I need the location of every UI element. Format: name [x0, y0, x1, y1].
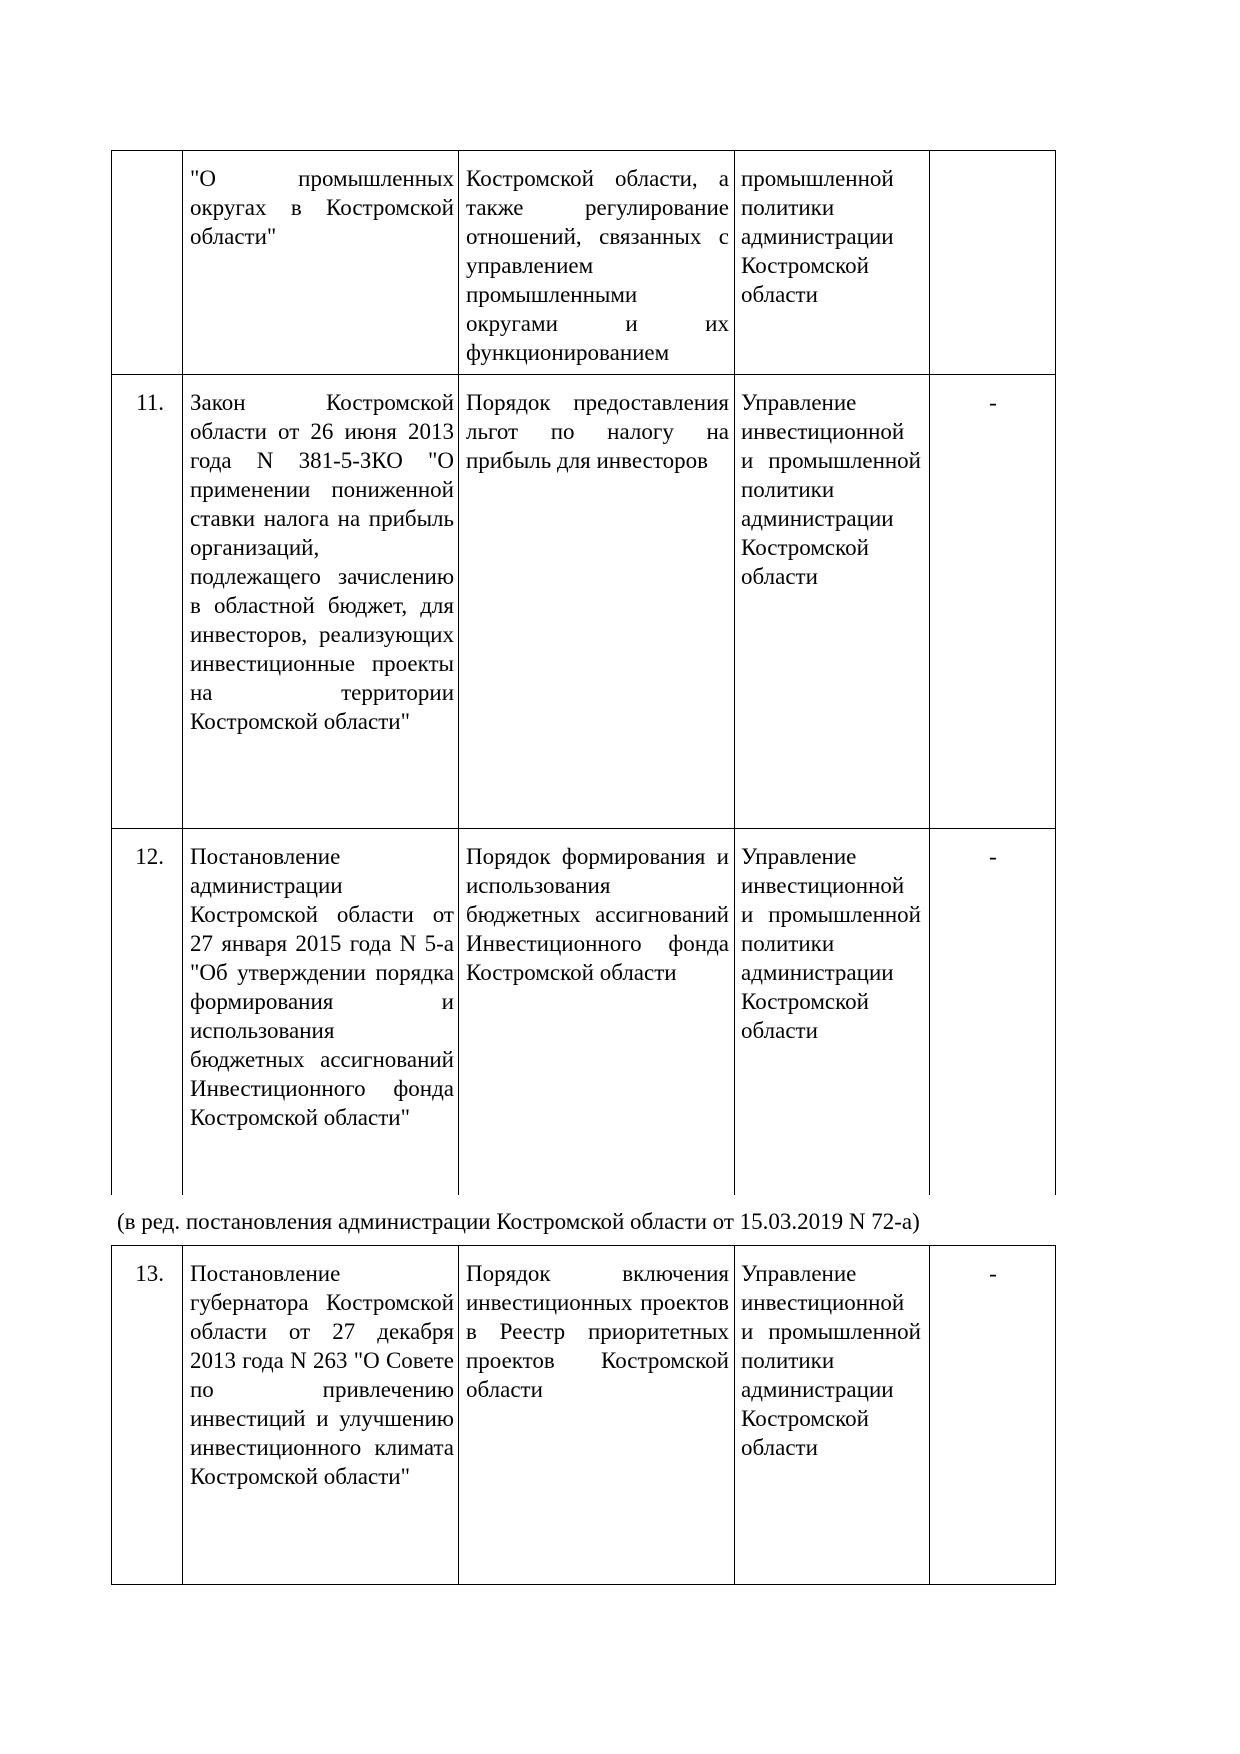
note-cell: - — [989, 844, 997, 869]
table-row-divider — [111, 374, 1055, 375]
document-title-cell: "О промышленных округах в Костромской области" — [190, 166, 454, 249]
responsible-body-cell: промышленной политики администрации Костромской области — [741, 166, 894, 307]
table-border — [111, 1584, 1055, 1585]
table-border — [1055, 1245, 1056, 1585]
document-title-cell: Закон Костромской области от 26 июня 2013 года N 381-5-ЗКО "О применении пониженной ставки налога на прибыль организаций, подлежащего зачислению в областной бюджет, для инвесторов, реализующих инвестиционные проекты на территории Костромской области" — [190, 390, 454, 734]
regulation-subject-cell: Костромской области, а также регулирование отношений, связанных с управлением промышленными округами и их функционированием — [466, 166, 729, 365]
table-column-divider — [182, 1245, 183, 1585]
table-column-divider — [458, 150, 459, 1195]
row-number: 13. — [135, 1261, 164, 1286]
regulation-subject-cell: Порядок формирования и использования бюджетных ассигнований Инвестиционного фонда Костромской области — [466, 844, 729, 985]
document-title-cell: Постановление губернатора Костромской области от 27 декабря 2013 года N 263 "О Совете по привлечению инвестиций и улучшению инвестиционного климата Костромской области" — [190, 1261, 454, 1489]
amendment-note: (в ред. постановления администрации Костромской области от 15.03.2019 N 72-а) — [117, 1209, 920, 1234]
table-column-divider — [458, 1245, 459, 1585]
note-cell: - — [989, 390, 997, 415]
responsible-body-cell: Управление инвестиционной и промышленной политики администрации Костромской области — [741, 1261, 921, 1460]
table-column-divider — [734, 150, 735, 1195]
table-border — [1055, 150, 1056, 1195]
note-cell: - — [989, 1261, 997, 1286]
responsible-body-cell: Управление инвестиционной и промышленной политики администрации Костромской области — [741, 390, 921, 589]
table-row-divider — [111, 828, 1055, 829]
table-column-divider — [929, 1245, 930, 1585]
row-number: 12. — [135, 844, 164, 869]
table-column-divider — [734, 1245, 735, 1585]
table-column-divider — [182, 150, 183, 1195]
table-column-divider — [929, 150, 930, 1195]
responsible-body-cell: Управление инвестиционной и промышленной политики администрации Костромской области — [741, 844, 921, 1043]
row-number: 11. — [136, 390, 164, 415]
regulation-subject-cell: Порядок предоставления льгот по налогу на прибыль для инвесторов — [466, 390, 729, 473]
table-border — [111, 1245, 1055, 1246]
table-border — [111, 150, 112, 1195]
table-border — [111, 150, 1055, 151]
document-title-cell: Постановление администрации Костромской области от 27 января 2015 года N 5-а "Об утверждении порядка формирования и использования бюджетных ассигнований Инвестиционного фонда Костромской области" — [190, 844, 454, 1130]
table-border — [111, 1245, 112, 1585]
regulation-subject-cell: Порядок включения инвестиционных проектов в Реестр приоритетных проектов Костромской области — [466, 1261, 729, 1402]
